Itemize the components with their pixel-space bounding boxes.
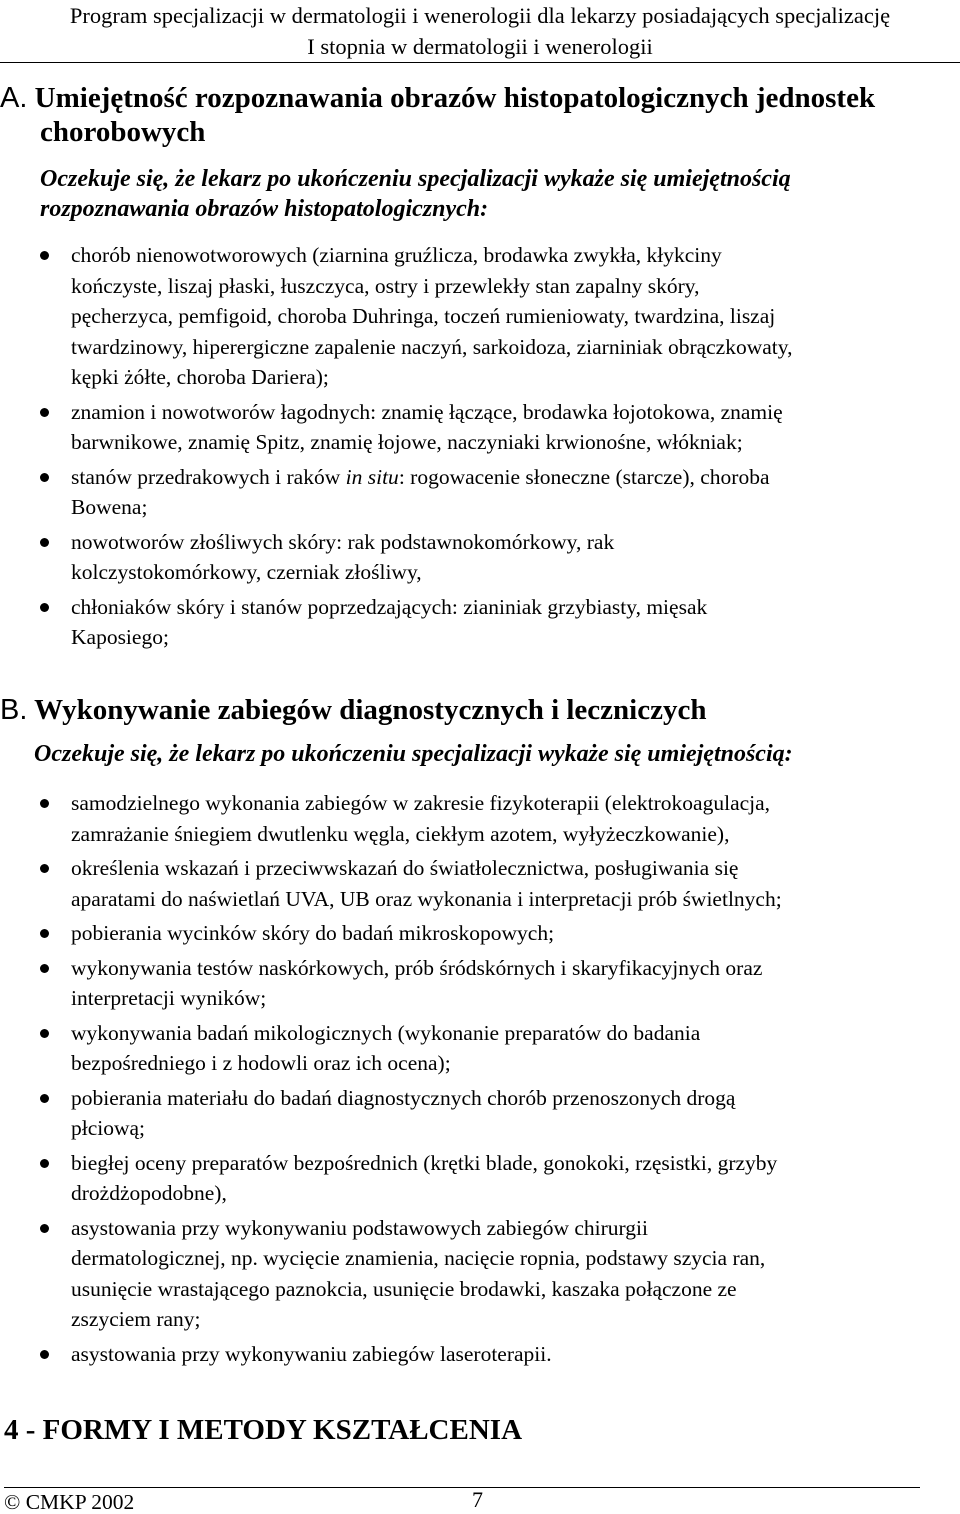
list-item xyxy=(0,462,960,523)
list-item-line: aparatami do naświetlań UVA, UB oraz wykonania i interpretacji prób świetlnych; xyxy=(71,886,782,911)
bullet-icon xyxy=(40,473,49,482)
list-item-line: asystowania przy wykonywaniu podstawowych zabiegów chirurgii xyxy=(71,1215,648,1240)
list-item xyxy=(0,527,960,588)
section-b-title-text: Wykonywanie zabiegów diagnostycznych i leczniczych xyxy=(34,694,707,726)
bullet-icon xyxy=(40,864,49,873)
section-b-letter: B. xyxy=(0,694,28,726)
list-item-line: płciową; xyxy=(71,1116,146,1140)
list-item-line: wykonywania testów naskórkowych, prób śródskórnych i skaryfikacyjnych oraz xyxy=(71,955,763,980)
list-item xyxy=(0,1083,960,1144)
list-item-line: dermatologicznej, np. wycięcie znamienia, nacięcie ropnia, podstawy szycia ran, xyxy=(71,1246,766,1270)
bullet-icon xyxy=(40,603,49,612)
list-item xyxy=(0,918,960,949)
footer-rule xyxy=(4,1487,920,1488)
list-item-line: nowotworów złośliwych skóry: rak podstawnokomórkowy, rak xyxy=(71,529,615,554)
list-item xyxy=(0,1339,960,1370)
list-item-line: biegłej oceny preparatów bezpośrednich (krętki blade, gonokoki, rzęsistki, grzyby xyxy=(71,1150,778,1175)
list-item-line: kolczystokomórkowy, czerniak złośliwy, xyxy=(71,560,422,584)
footer-copyright: © CMKP 2002 xyxy=(4,1490,135,1514)
header-line-2: I stopnia w dermatologii i wenerologii xyxy=(307,34,653,59)
list-item xyxy=(0,1213,960,1335)
bullet-icon xyxy=(40,1350,49,1359)
section-a-intro-line2: rozpoznawania obrazów histopatologicznych: xyxy=(40,196,489,222)
bullet-icon xyxy=(40,929,49,938)
list-item xyxy=(0,788,960,849)
bullet-icon xyxy=(40,1029,49,1038)
list-item xyxy=(0,592,960,653)
list-item-line: twardzinowy, hiperergiczne zapalenie naczyń, sarkoidoza, ziarniniak obrączkowaty, xyxy=(71,334,793,359)
list-item-line: samodzielnego wykonania zabiegów w zakresie fizykoterapii (elektrokoagulacja, xyxy=(71,791,771,815)
list-item-italic: in situ xyxy=(345,464,399,489)
list-item xyxy=(0,397,960,458)
section-a-title-line2: chorobowych xyxy=(40,116,206,148)
list-item-line: Bowena; xyxy=(71,495,148,519)
section-b-intro: Oczekuje się, że lekarz po ukończeniu specjalizacji wykaże się umiejętnością: xyxy=(34,741,793,767)
list-item-line: bezpośredniego i z hodowli oraz ich ocena); xyxy=(71,1051,451,1075)
page-number: 7 xyxy=(472,1487,483,1512)
list-item-line: zszyciem rany; xyxy=(71,1307,201,1331)
list-item xyxy=(0,853,960,914)
document-header xyxy=(0,0,960,62)
list-item-line: pobierania wycinków skóry do badań mikroskopowych; xyxy=(71,921,555,945)
list-item xyxy=(0,1148,960,1209)
list-item-line xyxy=(71,462,950,493)
bullet-icon xyxy=(40,799,49,808)
list-item-line: wykonywania badań mikologicznych (wykonanie preparatów do badania xyxy=(71,1020,701,1045)
list-item xyxy=(0,240,960,393)
list-item-line: pobierania materiału do badań diagnostycznych chorób przenoszonych drogą xyxy=(71,1085,736,1110)
header-line-1: Program specjalizacji w dermatologii i wenerologii dla lekarzy posiadających specjalizację xyxy=(69,3,891,28)
section-a-list xyxy=(0,240,960,653)
list-item-line: chłoniaków skóry i stanów poprzedzających: zianiniak grzybiasty, mięsak xyxy=(71,594,708,619)
list-item-line: Kaposiego; xyxy=(71,625,169,649)
list-item-line: drożdżopodobne), xyxy=(71,1181,227,1205)
section-a-letter: A. xyxy=(0,82,28,114)
header-rule xyxy=(0,62,960,63)
bullet-icon xyxy=(40,964,49,973)
list-item-line: usunięcie wrastającego paznokcia, usunięcie brodawki, kaszaka połączone ze xyxy=(71,1276,737,1301)
list-item-line: interpretacji wyników; xyxy=(71,986,267,1010)
list-item-line: barwnikowe, znamię Spitz, znamię łojowe, naczyniaki krwionośne, włókniak; xyxy=(71,430,743,454)
list-item-line: asystowania przy wykonywaniu zabiegów laseroterapii. xyxy=(71,1341,552,1366)
list-item-line: chorób nienowotworowych (ziarnina gruźlicza, brodawka zwykła, kłykciny xyxy=(71,243,722,267)
section-b-title xyxy=(0,692,706,728)
section-a-intro-line1: Oczekuje się, że lekarz po ukończeniu specjalizacji wykaże się umiejętnością xyxy=(40,166,791,192)
bullet-icon xyxy=(40,251,49,260)
bullet-icon xyxy=(40,1159,49,1168)
section-b-list xyxy=(0,788,960,1369)
list-item-line: określenia wskazań i przeciwwskazań do światłolecznictwa, posługiwania się xyxy=(71,856,739,880)
list-item xyxy=(0,953,960,1014)
bullet-icon xyxy=(40,1094,49,1103)
list-item-line: pęcherzyca, pemfigoid, choroba Duhringa, toczeń rumieniowaty, twardzina, liszaj xyxy=(71,304,776,328)
list-item xyxy=(0,1018,960,1079)
bullet-icon xyxy=(40,408,49,417)
list-item-line: kępki żółte, choroba Dariera); xyxy=(71,365,329,389)
section-a-title-line1: Umiejętność rozpoznawania obrazów histopatologicznych jednostek xyxy=(34,82,876,114)
bullet-icon xyxy=(40,538,49,547)
section-4-title: 4 - FORMY I METODY KSZTAŁCENIA xyxy=(4,1414,523,1446)
section-a-title xyxy=(0,80,875,116)
list-item-text: stanów przedrakowych i raków xyxy=(71,464,346,489)
list-item-line: znamion i nowotworów łagodnych: znamię łączące, brodawka łojotokowa, znamię xyxy=(71,399,783,424)
list-item-line: zamrażanie śniegiem dwutlenku węgla, ciekłym azotem, wyłyżeczkowanie), xyxy=(71,821,730,846)
list-item-line: kończyste, liszaj płaski, łuszczyca, ostry i przewlekły stan zapalny skóry, xyxy=(71,273,700,298)
list-item-text: : rogowacenie słoneczne (starcze), choroba xyxy=(398,464,770,489)
bullet-icon xyxy=(40,1224,49,1233)
